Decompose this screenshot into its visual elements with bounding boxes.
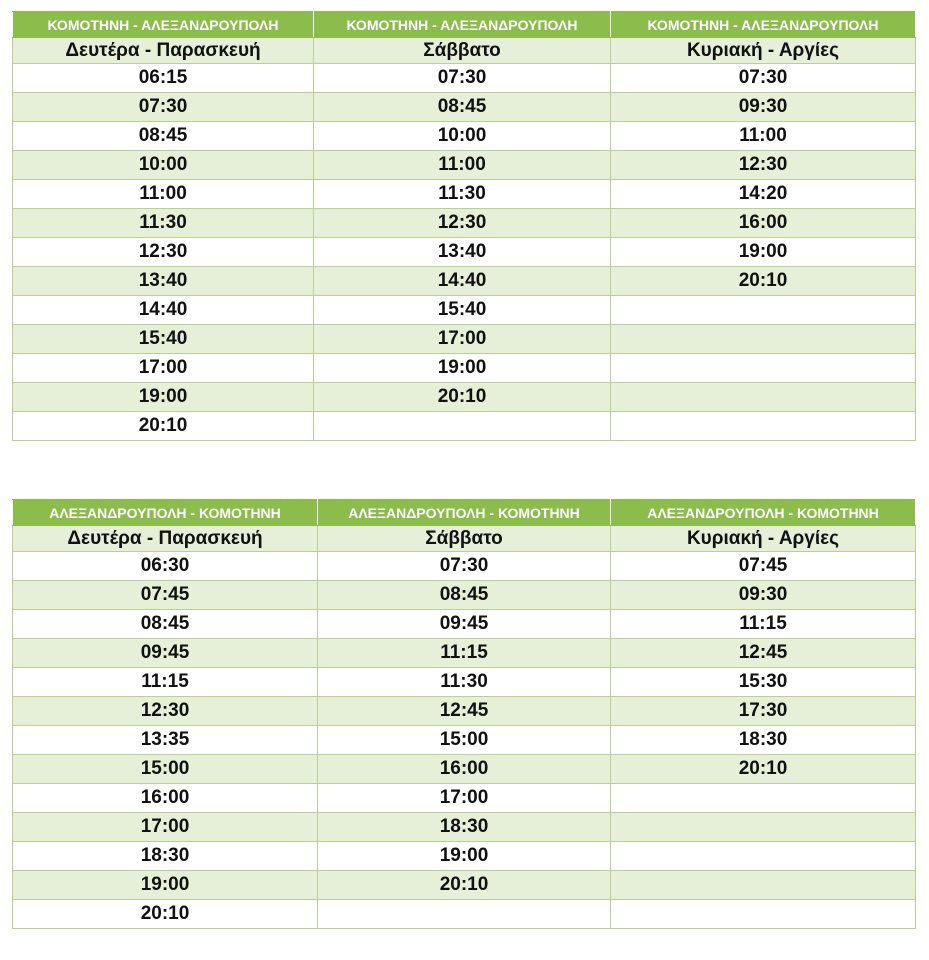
table-row — [13, 122, 916, 151]
time-cell: 14:20 — [611, 180, 916, 209]
time-cell: 15:00 — [318, 726, 611, 755]
time-cell: 17:00 — [13, 813, 318, 842]
time-cell — [611, 900, 916, 929]
day-header-sunday: Κυριακή - Αργίες — [611, 38, 916, 64]
table-row — [13, 813, 916, 842]
time-cell: 11:30 — [318, 668, 611, 697]
time-cell: 16:00 — [611, 209, 916, 238]
time-cell — [611, 871, 916, 900]
time-cell: 12:45 — [318, 697, 611, 726]
time-cell: 11:00 — [314, 151, 611, 180]
time-cell: 15:30 — [611, 668, 916, 697]
time-cell: 12:30 — [13, 697, 318, 726]
table-row — [13, 325, 916, 354]
time-cell: 14:40 — [13, 296, 314, 325]
table-row — [13, 668, 916, 697]
time-cell: 11:15 — [611, 610, 916, 639]
time-cell: 17:30 — [611, 697, 916, 726]
time-cell — [314, 412, 611, 441]
table-row — [13, 180, 916, 209]
time-cell: 11:00 — [13, 180, 314, 209]
time-cell: 11:30 — [13, 209, 314, 238]
table-row — [13, 726, 916, 755]
time-cell — [611, 354, 916, 383]
route-header-sunday: ΑΛΕΞΑΝΔΡΟΥΠΟΛΗ - ΚΟΜΟΤΗΝΗ — [611, 500, 916, 526]
time-cell — [318, 900, 611, 929]
table-row — [13, 871, 916, 900]
table-row — [13, 610, 916, 639]
table-row — [13, 412, 916, 441]
time-cell: 15:40 — [314, 296, 611, 325]
time-cell: 11:15 — [318, 639, 611, 668]
day-header-saturday: Σάββατο — [318, 526, 611, 552]
time-cell: 20:10 — [314, 383, 611, 412]
time-cell: 07:30 — [318, 552, 611, 581]
time-cell: 07:45 — [13, 581, 318, 610]
time-cell — [611, 784, 916, 813]
time-cell — [611, 325, 916, 354]
time-cell: 07:30 — [611, 64, 916, 93]
table-row — [13, 842, 916, 871]
route-header-saturday: ΑΛΕΞΑΝΔΡΟΥΠΟΛΗ - ΚΟΜΟΤΗΝΗ — [318, 500, 611, 526]
route-header-weekdays: ΚΟΜΟΤΗΝΗ - ΑΛΕΞΑΝΔΡΟΥΠΟΛΗ — [13, 12, 314, 38]
time-cell: 12:30 — [314, 209, 611, 238]
table-row — [13, 383, 916, 412]
day-header-weekdays: Δευτέρα - Παρασκευή — [13, 38, 314, 64]
time-cell: 10:00 — [13, 151, 314, 180]
time-cell: 19:00 — [314, 354, 611, 383]
time-cell: 17:00 — [318, 784, 611, 813]
time-cell: 07:30 — [314, 64, 611, 93]
timetable-komotini-alexandroupoli — [12, 11, 916, 441]
day-header-sunday: Κυριακή - Αργίες — [611, 526, 916, 552]
time-cell: 20:10 — [13, 900, 318, 929]
time-cell — [611, 296, 916, 325]
time-cell — [611, 412, 916, 441]
time-cell: 07:45 — [611, 552, 916, 581]
time-cell: 20:10 — [611, 755, 916, 784]
time-cell: 15:00 — [13, 755, 318, 784]
time-cell: 06:30 — [13, 552, 318, 581]
table-row — [13, 151, 916, 180]
time-cell: 20:10 — [611, 267, 916, 296]
time-cell: 11:30 — [314, 180, 611, 209]
time-cell — [611, 383, 916, 412]
time-cell: 14:40 — [314, 267, 611, 296]
time-cell: 19:00 — [13, 871, 318, 900]
time-cell: 18:30 — [318, 813, 611, 842]
time-cell: 10:00 — [314, 122, 611, 151]
time-cell: 16:00 — [13, 784, 318, 813]
table-row — [13, 238, 916, 267]
table-row — [13, 209, 916, 238]
time-cell: 06:15 — [13, 64, 314, 93]
time-cell: 08:45 — [13, 122, 314, 151]
table-row — [13, 581, 916, 610]
timetable-alexandroupoli-komotini — [12, 499, 916, 929]
time-cell: 17:00 — [314, 325, 611, 354]
time-cell: 11:15 — [13, 668, 318, 697]
time-cell: 08:45 — [314, 93, 611, 122]
day-header-row — [13, 526, 916, 552]
time-cell: 09:30 — [611, 581, 916, 610]
time-cell: 07:30 — [13, 93, 314, 122]
time-cell: 11:00 — [611, 122, 916, 151]
time-cell: 09:30 — [611, 93, 916, 122]
table-row — [13, 755, 916, 784]
time-cell: 12:30 — [13, 238, 314, 267]
table-row — [13, 354, 916, 383]
time-cell: 18:30 — [13, 842, 318, 871]
time-cell: 17:00 — [13, 354, 314, 383]
time-cell: 12:45 — [611, 639, 916, 668]
time-cell: 16:00 — [318, 755, 611, 784]
route-header-row — [13, 12, 916, 38]
time-cell: 13:40 — [314, 238, 611, 267]
time-cell: 08:45 — [318, 581, 611, 610]
time-cell: 19:00 — [13, 383, 314, 412]
time-cell — [611, 842, 916, 871]
time-cell: 20:10 — [318, 871, 611, 900]
route-header-saturday: ΚΟΜΟΤΗΝΗ - ΑΛΕΞΑΝΔΡΟΥΠΟΛΗ — [314, 12, 611, 38]
time-cell: 08:45 — [13, 610, 318, 639]
table-row — [13, 784, 916, 813]
time-cell: 19:00 — [318, 842, 611, 871]
time-cell — [611, 813, 916, 842]
table-row — [13, 296, 916, 325]
route-header-row — [13, 500, 916, 526]
time-cell: 15:40 — [13, 325, 314, 354]
day-header-saturday: Σάββατο — [314, 38, 611, 64]
time-cell: 09:45 — [13, 639, 318, 668]
time-cell: 18:30 — [611, 726, 916, 755]
route-header-sunday: ΚΟΜΟΤΗΝΗ - ΑΛΕΞΑΝΔΡΟΥΠΟΛΗ — [611, 12, 916, 38]
time-cell: 19:00 — [611, 238, 916, 267]
table-row — [13, 639, 916, 668]
table-row — [13, 267, 916, 296]
route-header-weekdays: ΑΛΕΞΑΝΔΡΟΥΠΟΛΗ - ΚΟΜΟΤΗΝΗ — [13, 500, 318, 526]
time-cell: 20:10 — [13, 412, 314, 441]
table-row — [13, 697, 916, 726]
table-row — [13, 552, 916, 581]
time-cell: 13:40 — [13, 267, 314, 296]
day-header-row — [13, 38, 916, 64]
time-cell: 09:45 — [318, 610, 611, 639]
table-row — [13, 93, 916, 122]
time-cell: 13:35 — [13, 726, 318, 755]
table-row — [13, 64, 916, 93]
table-row — [13, 900, 916, 929]
time-cell: 12:30 — [611, 151, 916, 180]
day-header-weekdays: Δευτέρα - Παρασκευή — [13, 526, 318, 552]
